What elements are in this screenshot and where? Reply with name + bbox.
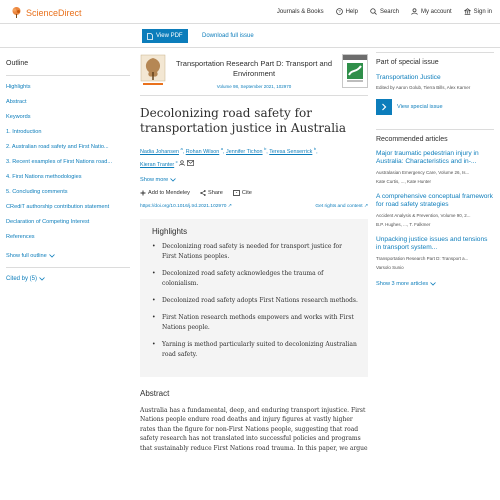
highlight-item (152, 340, 358, 360)
nav-my-account[interactable] (411, 8, 452, 15)
user-icon[interactable] (179, 160, 185, 166)
highlights-box (140, 219, 368, 377)
show-more-articles-label: Show 3 more articles (376, 280, 429, 287)
view-pdf-label: View PDF (156, 33, 183, 39)
svg-text:”: ” (235, 190, 238, 196)
logo-text: ScienceDirect (26, 7, 82, 18)
show-full-outline-label: Show full outline (6, 253, 47, 259)
recommended-article-title-link[interactable]: Unpacking justice issues and tensions in transport system... (376, 235, 488, 251)
highlight-text: First Nation research methods empowers and works with First Nations people. (162, 313, 354, 331)
recommended-article-source: Accident Analysis & Prevention, Volume 90, 2... (376, 212, 471, 218)
add-to-mendeley-label: Add to Mendeley (148, 189, 190, 196)
elsevier-logo[interactable] (140, 54, 166, 88)
search-icon (370, 8, 377, 15)
download-full-issue-link[interactable]: Download full issue (202, 33, 254, 39)
arrow-right-icon (376, 99, 392, 115)
nav-search-label: Search (379, 8, 399, 15)
highlight-text: Yarning is method particularly suited to decolonizing Australian road safety. (162, 340, 357, 358)
cited-by-label: Cited by (5) (6, 276, 38, 282)
author-affiliation-sup[interactable]: a (180, 146, 183, 151)
share-label: Share (207, 189, 223, 196)
outline-title: Outline (6, 60, 130, 76)
outline-item-highlights[interactable]: Highlights (6, 84, 31, 90)
highlight-item (152, 296, 358, 306)
chevron-down-icon (49, 254, 55, 258)
chevron-down-icon (170, 178, 176, 182)
highlight-text: Decolonized road safety adopts First Nations research methods. (162, 296, 358, 304)
author-affiliation-sup[interactable]: a (220, 146, 223, 151)
help-icon (336, 8, 343, 15)
outline-item-australian-road-safety[interactable]: 2. Australian road safety and First Natio... (6, 144, 109, 150)
doi-row (140, 204, 368, 209)
cite-button[interactable] (233, 190, 252, 196)
outline-item-methodologies[interactable]: 4. First Nations methodologies (6, 174, 82, 180)
cited-by-link[interactable] (6, 276, 130, 282)
outline-item-introduction[interactable]: 1. Introduction (6, 129, 42, 135)
recommended-article-source: Australasian Emergency Care, Volume 26, Is... (376, 169, 470, 175)
plus-icon (140, 190, 146, 196)
recommended-article-authors: B.P. Hughes, ..., T. Falkmer (376, 221, 431, 227)
show-more-button[interactable] (140, 177, 368, 183)
article-toolbar (0, 24, 500, 48)
outline-item-keywords[interactable]: Keywords (6, 114, 31, 120)
get-rights-link[interactable] (315, 204, 368, 209)
top-navigation-bar (0, 0, 500, 24)
author-link[interactable]: Jennifer Tichon (226, 148, 263, 155)
pdf-icon (147, 33, 153, 40)
journal-cover-icon (343, 60, 367, 84)
external-link-icon: ↗ (227, 203, 232, 209)
journal-cover-thumbnail[interactable] (342, 54, 368, 88)
sidebar-divider (6, 267, 130, 268)
quote-icon (233, 190, 240, 196)
author-link[interactable]: Kieran Tranter (140, 161, 175, 168)
bullet: • (152, 269, 156, 277)
outline-item-abstract[interactable]: Abstract (6, 99, 27, 105)
bullet: • (152, 340, 156, 348)
top-nav-links (277, 8, 492, 15)
special-issue-editors: Edited by Aaron Golub, Tierra Bills, Alex Karner (376, 84, 471, 90)
outline-list (6, 84, 130, 249)
doi-label: https://doi.org/10.1016/j.trd.2021.102970 (140, 203, 227, 209)
outline-sidebar (6, 60, 130, 282)
outline-item-declaration[interactable]: Declaration of Competing Interest (6, 219, 90, 225)
author-link[interactable]: Nadia Johansen (140, 148, 179, 155)
highlights-title: Highlights (152, 226, 188, 236)
author-list: Nadia Johansen $^a$, Rohan Wilson $^a$, Jennifer Tichon $^b$, Teresa Senserrick $^b$, Kieran Tranter $^c$ (140, 146, 318, 168)
show-more-articles-link[interactable] (376, 281, 494, 287)
recommended-heading: Recommended articles (376, 135, 448, 143)
special-issue-title-link[interactable]: Transportation Justice (376, 74, 441, 81)
chevron-down-icon (39, 277, 45, 281)
view-special-issue-button[interactable] (376, 99, 494, 115)
outline-item-concluding[interactable]: 5. Concluding comments (6, 189, 68, 195)
nav-journals-books-label: Journals & Books (276, 8, 324, 15)
nav-journals-books[interactable] (277, 9, 324, 15)
outline-item-references[interactable]: References (6, 234, 35, 240)
bullet: • (152, 242, 156, 250)
author-affiliation-sup[interactable]: b (313, 146, 317, 151)
envelope-icon[interactable] (187, 160, 194, 166)
cite-label: Cite (241, 189, 252, 196)
elsevier-tree-icon (10, 6, 23, 19)
nav-help[interactable] (336, 8, 358, 15)
journal-volume-link[interactable]: Volume 98, September 2021, 102970 (216, 84, 292, 89)
recommended-article-title-link[interactable]: A comprehensive conceptual framework for road safety strategies (376, 192, 493, 208)
svg-text:?: ? (337, 9, 341, 15)
nav-sign-in[interactable] (464, 8, 492, 15)
outline-item-recent-examples[interactable]: 3. Recent examples of First Nations road... (6, 159, 113, 165)
user-icon (411, 8, 418, 15)
share-icon (200, 190, 206, 196)
show-full-outline-link[interactable] (6, 253, 130, 259)
journal-name-link[interactable]: Transportation Research Part D: Transport and Environment (175, 59, 333, 78)
highlight-item (152, 242, 358, 262)
article-actions (140, 190, 368, 196)
author-link[interactable]: Rohan Wilson (185, 148, 220, 155)
recommended-article-source: Transportation Research Part D: Transport a... (376, 255, 469, 261)
view-pdf-button[interactable] (142, 29, 188, 43)
share-button[interactable] (200, 190, 223, 196)
recommended-article-authors: Kate Curtis, ..., Kate Hunter (376, 178, 432, 184)
highlight-text: Decolonizing road safety is needed for transport justice for First Nations peoples. (162, 242, 342, 260)
institution-icon (464, 8, 471, 15)
recommended-article (376, 236, 494, 271)
author-link[interactable]: Teresa Senserrick (269, 148, 313, 155)
sciencedirect-logo[interactable] (10, 6, 82, 19)
add-to-mendeley-button[interactable] (140, 190, 190, 196)
chevron-down-icon (430, 282, 436, 286)
recommended-article-title-link[interactable]: Major traumatic pedestrian injury in Australia: Characteristics and in-... (376, 149, 479, 165)
author-affiliation-sup[interactable]: b (264, 146, 267, 151)
show-more-label: Show more (140, 176, 169, 183)
bullet: • (152, 296, 156, 304)
special-issue-heading: Part of special issue (376, 59, 439, 66)
highlight-item (152, 269, 358, 289)
author-affiliation-sup[interactable]: c (175, 158, 178, 164)
external-link-icon: ↗ (363, 203, 368, 209)
right-sidebar (376, 52, 494, 287)
article-main (140, 52, 368, 454)
bullet: • (152, 313, 156, 321)
abstract-text: Australia has a fundamental, deep, and enduring transport injustice. First Nations people endure road deaths and injury figures at vastly higher rates than the figure for non-First Nations people, suggesting that road safety research has not translated into successful policies and programs that sustainably reduce First Nations road trauma. In this paper, we argue (140, 406, 368, 452)
nav-help-label: Help (345, 8, 358, 15)
recommended-article (376, 150, 494, 185)
highlight-item (152, 313, 358, 333)
article-title: Decolonizing road safety for transportation justice in Australia (140, 106, 347, 135)
nav-sign-in-label: Sign in (473, 8, 492, 15)
journal-header (140, 52, 368, 96)
nav-search[interactable] (370, 8, 399, 15)
get-rights-label: Get rights and content (315, 203, 363, 209)
nav-my-account-label: My account (420, 8, 452, 15)
view-special-issue-label: View special issue (397, 103, 443, 110)
highlight-text: Decolonized road safety acknowledges the trauma of colonialism. (162, 269, 324, 287)
recommended-article-authors: Varsolo Sunio (376, 264, 404, 270)
abstract-title: Abstract (140, 388, 170, 398)
recommended-article (376, 193, 494, 228)
outline-item-credit[interactable]: CRediT authorship contribution statement (6, 204, 110, 210)
doi-link[interactable] (140, 204, 232, 209)
